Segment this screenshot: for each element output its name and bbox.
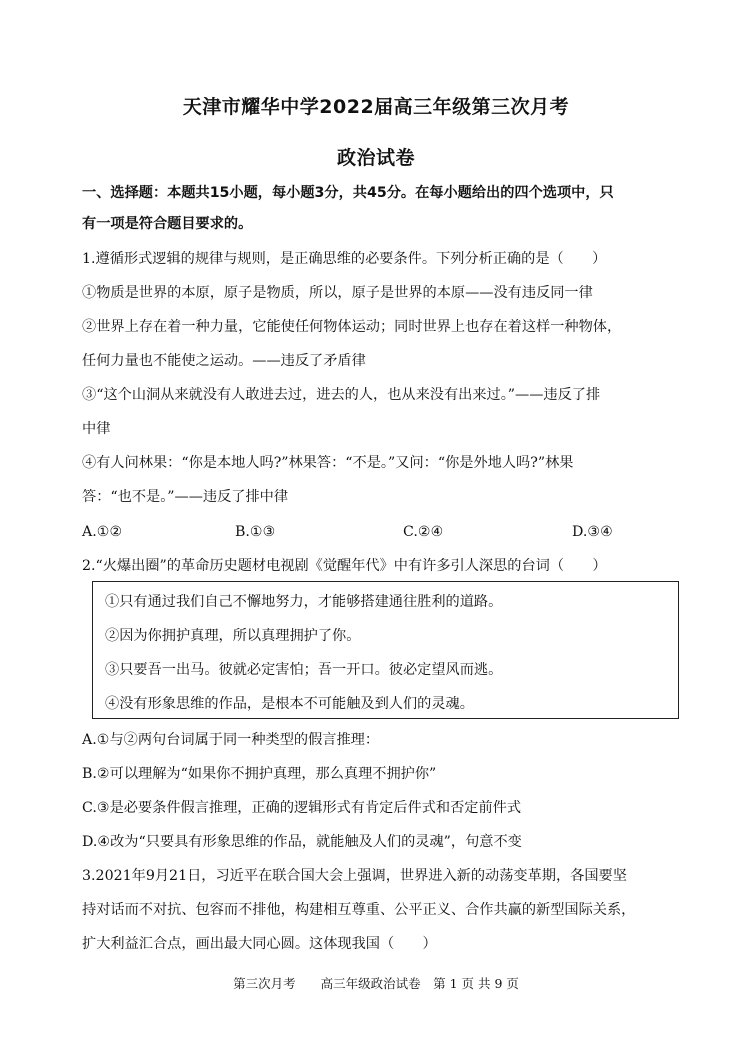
q3-stem-line-3: 扩大利益汇合点，画出最大同心圆。这体现我国（ ） — [82, 936, 437, 952]
q1-statement-2-line-2: 任何力量也不能使之运动。——违反了矛盾律 — [82, 353, 366, 369]
q2-quote-2: ②因为你拥护真理，所以真理拥护了你。 — [105, 628, 361, 644]
q1-option-b[interactable]: B.①③ — [235, 524, 276, 540]
q2-option-d[interactable]: D.④改为“只要具有形象思维的作品，就能触及人们的灵魂”，句意不变 — [82, 834, 522, 850]
q2-quote-3: ③只要吾一出马。彼就必定害怕；吾一开口。彼必定望风而逃。 — [105, 662, 503, 678]
q2-stem: 2.“火爆出圈”的革命历史题材电视剧《觉醒年代》中有许多引人深思的台词（ ） — [82, 558, 607, 574]
q2-option-a[interactable]: A.①与②两句台词属于同一种类型的假言推理： — [82, 732, 380, 748]
section-heading-line-2: 有一项是符合题目要求的。 — [82, 216, 253, 232]
q1-option-c[interactable]: C.②④ — [403, 524, 444, 540]
q2-quote-box — [92, 581, 679, 719]
q2-option-c[interactable]: C.③是必要条件假言推理，正确的逻辑形式有肯定后件式和否定前件式 — [82, 800, 522, 816]
q1-statement-4-line-1: ④有人问林果：“你是本地人吗?”林果答：“不是。”又问：“你是外地人吗?”林果 — [82, 455, 574, 471]
q1-option-a[interactable]: A.①② — [82, 524, 123, 540]
q1-option-d[interactable]: D.③④ — [572, 524, 613, 540]
q2-option-b[interactable]: B.②可以理解为“如果你不拥护真理，那么真理不拥护你” — [82, 766, 437, 782]
q1-stem: 1.遵循形式逻辑的规律与规则，是正确思维的必要条件。下列分析正确的是（ ） — [82, 251, 607, 267]
q1-statement-3-line-2: 中律 — [82, 421, 111, 437]
q1-statement-1: ①物质是世界的本原，原子是物质，所以，原子是世界的本原——没有违反同一律 — [82, 285, 593, 301]
page-footer: 第三次月考 高三年级政治试卷 第 1 页 共 9 页 — [233, 976, 519, 991]
q1-statement-2-line-1: ②世界上存在着一种力量，它能使任何物体运动；同时世界上也存在着这样一种物体， — [82, 319, 622, 335]
q2-quote-1: ①只有通过我们自己不懈地努力，才能够搭建通往胜利的道路。 — [105, 594, 503, 610]
section-heading-line-1: 一、选择题：本题共15小题，每小题3分，共45分。在每小题给出的四个选项中，只 — [82, 185, 614, 201]
q2-quote-4: ④没有形象思维的作品，是根本不可能触及到人们的灵魂。 — [105, 696, 474, 712]
q1-statement-4-line-2: 答：“也不是。”——违反了排中律 — [82, 489, 289, 505]
q1-statement-3-line-1: ③“这个山洞从来就没有人敢进去过，进去的人，也从来没有出来过。”——违反了排 — [82, 387, 601, 403]
q3-stem-line-2: 持对话而不对抗、包容而不排他，构建相互尊重、公平正义、合作共赢的新型国际关系， — [82, 902, 636, 918]
exam-title: 天津市耀华中学2022届高三年级第三次月考 — [182, 96, 570, 118]
exam-subtitle: 政治试卷 — [336, 147, 415, 169]
q3-stem-line-1: 3.2021年9月21日，习近平在联合国大会上强调，世界进入新的动荡变革期，各国要坚 — [82, 868, 627, 884]
